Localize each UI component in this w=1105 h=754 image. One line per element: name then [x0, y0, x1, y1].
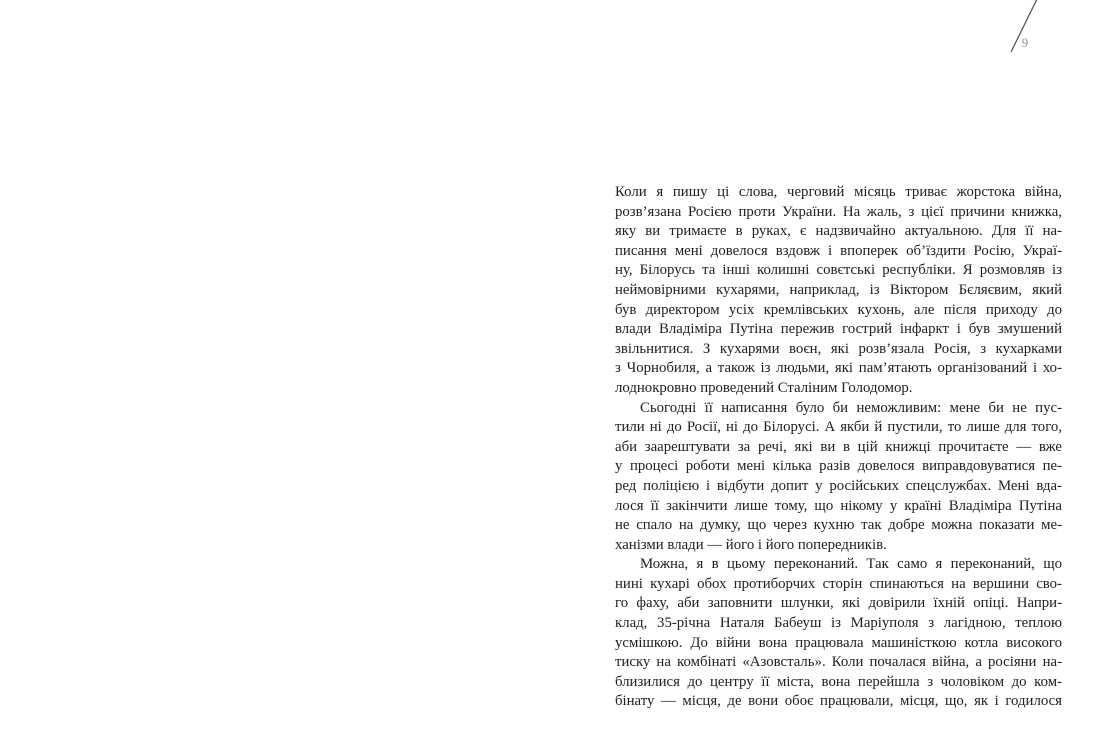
paragraph: [615, 555, 1062, 712]
paragraph: [615, 399, 1062, 556]
text-line: розв’язана Росією проти України. На жаль, з цієї причини книжка,: [615, 203, 1062, 220]
text-line: був директором усіх кремлівських кухонь, але після приходу до: [615, 301, 1062, 318]
text-line: Коли я пишу ці слова, черговий місяць триває жорстока війна,: [615, 184, 1062, 200]
text-line: ну, Білорусь та інші колишні совєтські республіки. Я розмовляв із: [615, 262, 1062, 279]
paragraph: [615, 183, 1062, 399]
text-line: аби заарештувати за речі, які ви в цій книжці прочитаєте — вже: [615, 438, 1062, 455]
text-line: ред поліцією і відбути допит у російських спецслужбах. Мені вда-: [615, 477, 1062, 494]
text-line: звільнитися. З кухарями воєн, які розв’язала Росія, з кухарками: [615, 340, 1062, 357]
text-line: лося її закінчити лише тому, що нікому у країні Владіміра Путіна: [615, 497, 1062, 514]
text-line: го фаху, аби заповнити шлунки, які довірили їхній опіці. Напри-: [615, 595, 1062, 612]
text-line: влади Владіміра Путіна пережив гострий інфаркт і був змушений: [615, 321, 1062, 338]
text-line: Сьогодні її написання було би неможливим: мене би не пус-: [640, 399, 1062, 416]
text-line: тили ні до Росії, ні до Білорусі. А якби й пустили, то лише для того,: [615, 419, 1062, 436]
body-text: [615, 183, 1062, 712]
text-line: Можна, я в цьому переконаний. Так само я переконаний, що: [640, 556, 1062, 573]
text-line: лоднокровно проведений Сталіним Голодомор.: [615, 379, 913, 396]
text-line: яку ви тримаєте в руках, є надзвичайно актуальною. Для її на-: [615, 223, 1062, 240]
text-line: писання мені довелося вздовж і впоперек об’їздити Росію, Украї-: [615, 242, 1062, 259]
text-line: бінату — місця, де вони обоє працювали, місця, що, як і годилося: [615, 693, 1062, 710]
text-line: тиску на комбінаті «Азовсталь». Коли почалася війна, а росіяни на-: [615, 654, 1062, 671]
text-line: близилися до центру її міста, вона перейшла з чоловіком до ком-: [615, 673, 1062, 690]
text-line: клад, 35-річна Наталя Бабеуш із Маріуполя з лагідною, теплою: [615, 615, 1062, 632]
text-line: неймовірними кухарями, наприклад, із Віктором Бєляєвим, який: [615, 281, 1062, 298]
text-line: не спало на думку, що через кухню так добре можна показати ме-: [615, 517, 1062, 534]
text-line: у процесі роботи мені кілька разів довелося виправдовуватися пе-: [615, 458, 1062, 475]
text-line: з Чорнобиля, а також із людьми, які пам’ятають організований і хо-: [615, 360, 1062, 377]
page-number: 9: [1021, 36, 1029, 50]
text-line: ханізми влади — його і його попередників.: [615, 536, 887, 553]
text-line: нині кухарі обох протиборчих сторін спинаються на вершини сво-: [615, 575, 1062, 592]
text-line: усмішкою. До війни вона працювала машиністкою котла високого: [615, 634, 1062, 651]
